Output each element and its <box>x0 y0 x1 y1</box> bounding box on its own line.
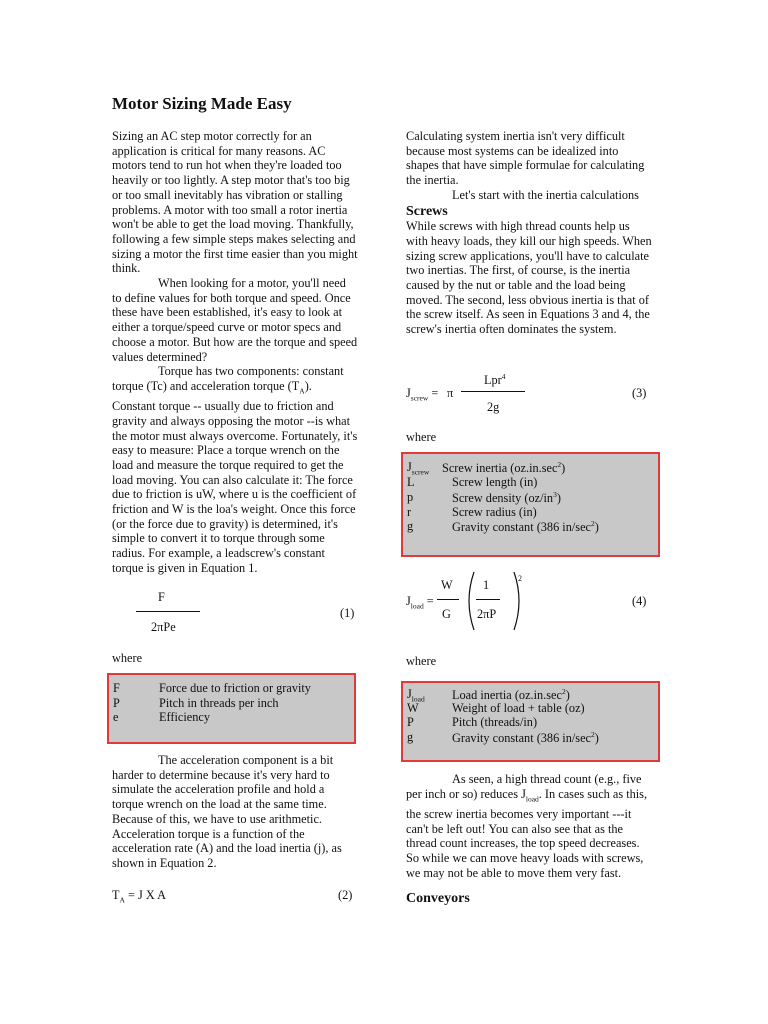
variable-box-eq4: $J_{load}$ Load inertia $(oz.in.\sec^2)$ W Weight of load + table (oz) P Pitch (threads/in) g Gravity constant (386 $in/\sec^2$) <box>401 681 660 762</box>
eq4-label: (4) <box>632 594 647 608</box>
eq2-label: (2) <box>338 888 353 902</box>
eq1-label: (1) <box>340 606 355 620</box>
paragraph-system-inertia: Calculating system inertia isn't very difficult because most systems can be idealized into shapes that have simple formulae for calculating the inertia. <box>406 129 645 188</box>
where-label-2: where <box>406 430 437 444</box>
paragraph-screws: While screws with high thread counts help us with heavy loads, they kill our high speeds. When sizing screw applications, you'll have to calculate two inertias. The first, of course, is the inertia caused by the nut or table and the load being moved. The second, less obvious inertia is that of the screw itself. As seen in Equations 3 and 4, the screw's inertia often dominates the system. <box>406 219 652 337</box>
eq3-pi: π <box>447 386 454 400</box>
paragraph-intro: Sizing an AC step motor correctly for an application is critical for many reasons. AC motors tend to run hot when they're loaded too heavily or too lightly. A step motor that's too big or too small inevitably has vibration or stalling problems. A motor with too small a rotor inertia won't be able to get the load moving. Thankfully, following a few simple steps makes selecting and sizing a motor the first time easier than you might think. <box>112 129 358 276</box>
eq4-lhs: $J_{load}$ = <box>406 594 434 611</box>
paragraph-thread-count: As seen, a high thread count (e.g., five per inch or so) reduces $J_{load}$. In cases such as this, the screw inertia becomes very important ---it can't be left out! You can also see that as the thread count increases, the top speed decreases. So while we can move heavy loads with screws, we may not be able to move them very fast. <box>406 772 648 880</box>
eq4-fraction-bar-2 <box>476 599 500 600</box>
paragraph-inertia-start: Let's start with the inertia calculations <box>452 187 639 202</box>
eq3-label: (3) <box>632 386 647 400</box>
eq3-lhs: $J_{screw}$ = <box>406 386 439 403</box>
eq4-denominator: 2πP <box>477 607 497 621</box>
variable-box-eq1: F Force due to friction or gravity P Pitch in threads per inch e Efficiency <box>107 673 356 744</box>
page-title: Motor Sizing Made Easy <box>112 94 292 113</box>
eq1-numerator: F <box>158 590 165 604</box>
eq2-expression: $T_A = J$ X A <box>112 888 167 905</box>
eq4-fraction-bar-1 <box>437 599 459 600</box>
eq3-fraction-bar <box>461 391 525 392</box>
eq4-denominator-g: G <box>442 607 451 621</box>
eq1-denominator: 2πPe <box>151 620 176 634</box>
paragraph-torque-speed: When looking for a motor, you'll need to define values for both torque and speed. Once these have been established, it's easy to look at either a torque/speed curve or motor specs and choose a motor. But how are the torque and speed values determined? <box>112 276 358 364</box>
paragraph-acceleration: The acceleration component is a bit harder to determine because it's very hard to simulate the acceleration profile and hold a torque wrench on the load at the same time. Because of this, we have to use arithmetic. Acceleration torque is a function of the acceleration rate (A) and the load inertia (j), as shown in Equation 2. <box>112 753 342 870</box>
eq4-numerator-one: 1 <box>483 578 490 592</box>
eq4-numerator-w: W <box>441 578 453 592</box>
where-label-1: where <box>112 651 143 665</box>
where-label-3: where <box>406 654 437 668</box>
eq3-denominator: 2g <box>487 400 500 414</box>
eq3-numerator: Lpr$^4$ <box>484 372 506 388</box>
paragraph-torque-components: Torque has two components: constant torque (Tc) and acceleration torque $(T_A)$. Constant torque -- usually due to friction and gravity and always opposing the motor --is what the motor must always overcome. Fortunately, it's easy to measure: Place a torque wrench on the load and measure the torque required to get the load moving. You can also calculate it: The force due to friction is uW, where u is the coefficient of friction and W is the loa's weight. Once this force (or the force due to gravity) is determined, it's simple to convert it to torque through some radius. For example, a leadscrew's constant torque is given in Equation 1. <box>112 364 358 575</box>
right-column-bottom <box>406 772 654 907</box>
left-column-bottom <box>112 753 358 871</box>
heading-screws: Screws <box>406 203 448 219</box>
variable-box-eq3: $J_{screw}$ Screw inertia $(oz.in.\sec^2)$ L Screw length (in) p Screw density $(oz/in^3)$ r Screw radius (in) g Gravity constant (386 $in/\sec^2$) <box>401 452 660 557</box>
eq4-parentheses <box>464 570 524 632</box>
heading-conveyors: Conveyors <box>406 891 470 907</box>
eq1-fraction-bar <box>136 611 200 612</box>
eq4-exponent: 2 <box>518 574 522 583</box>
right-column <box>406 129 654 337</box>
left-column <box>112 129 358 576</box>
